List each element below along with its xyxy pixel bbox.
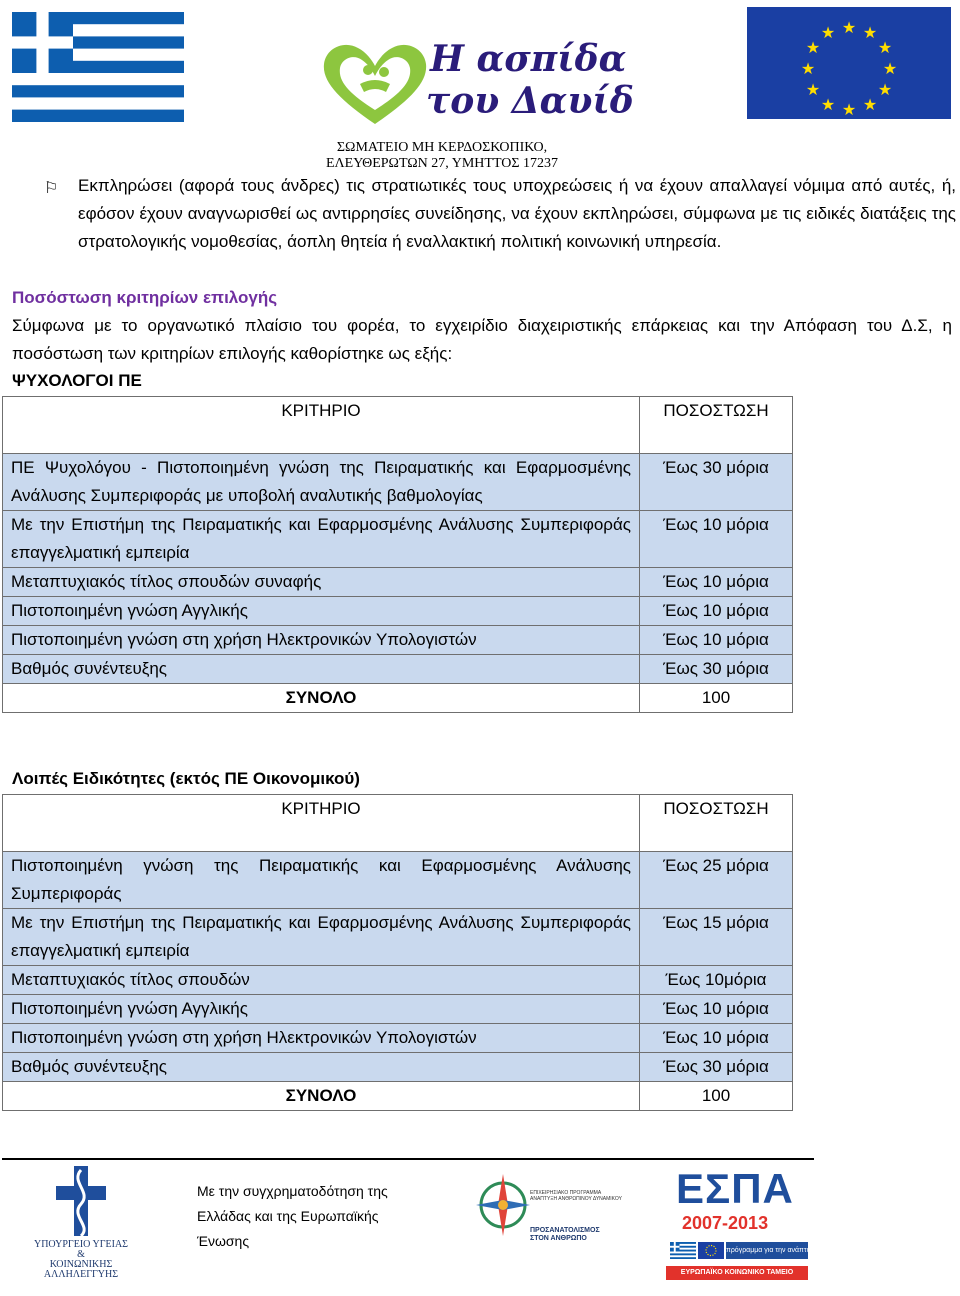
svg-text:★: ★ bbox=[800, 61, 816, 78]
svg-text:★: ★ bbox=[841, 20, 857, 37]
points-cell: Έως 10μόρια bbox=[640, 966, 793, 995]
criterion-cell: Πιστοποιημένη γνώση της Πειραματικής και Εφαρμοσμένης Ανάλυσης Συμπεριφοράς bbox=[3, 852, 640, 909]
svg-text:★: ★ bbox=[805, 40, 821, 57]
eu-flag-icon bbox=[747, 7, 951, 119]
espa-logo bbox=[662, 1165, 818, 1292]
svg-text:★: ★ bbox=[862, 97, 878, 114]
espa-title: ΕΣΠΑ bbox=[676, 1165, 794, 1212]
ministry-line1: ΥΠΟΥΡΓΕΙΟ ΥΓΕΙΑΣ bbox=[33, 1239, 128, 1250]
table-row bbox=[3, 597, 793, 626]
table-row bbox=[3, 852, 793, 909]
table-row bbox=[3, 909, 793, 966]
table-header-row bbox=[3, 397, 793, 454]
svg-text:★: ★ bbox=[877, 40, 893, 57]
section-text: Σύμφωνα με το οργανωτικό πλαίσιο του φορέα, το εγχειρίδιο διαχειριστικής επάρκειας και την Απόφαση του Δ.Σ, η ποσόστωση των κριτηρίων επιλογής καθορίστηκε ως εξής: bbox=[12, 316, 952, 363]
ministry-line3: ΚΟΙΝΩΝΙΚΗΣ ΑΛΛΗΛΕΓΓΥΗΣ bbox=[43, 1259, 119, 1280]
col-points-header: ΠΟΣΟΣΤΩΣΗ bbox=[640, 397, 793, 454]
table-row bbox=[3, 454, 793, 511]
org-address-line1: ΣΩΜΑΤΕΙΟ ΜΗ ΚΕΡΔΟΣΚΟΠΙΚΟ, bbox=[336, 140, 548, 155]
points-cell: Έως 15 μόρια bbox=[640, 909, 793, 966]
espa-slogan: πρόγραμμα για την ανάπτυξη bbox=[726, 1242, 808, 1259]
points-cell: Έως 30 μόρια bbox=[640, 454, 793, 511]
table-row bbox=[3, 1053, 793, 1082]
criterion-cell: ΠΕ Ψυχολόγου - Πιστοποιημένη γνώση της Πειραματικής και Εφαρμοσμένης Ανάλυσης Συμπεριφοράς με υποβολή αναλυτικής βαθμολογίας bbox=[3, 454, 640, 511]
eu-flag-small-icon bbox=[698, 1242, 724, 1259]
espa-fund: ΕΥΡΩΠΑΪΚΟ ΚΟΙΝΩΝΙΚΟ ΤΑΜΕΙΟ bbox=[666, 1266, 808, 1280]
table-row bbox=[3, 568, 793, 597]
greek-flag-small-icon bbox=[670, 1242, 696, 1259]
points-cell: Έως 30 μόρια bbox=[640, 655, 793, 684]
svg-text:★: ★ bbox=[805, 82, 821, 99]
total-value: 100 bbox=[640, 684, 793, 713]
criterion-cell: Με την Επιστήμη της Πειραματικής και Εφαρμοσμένης Ανάλυσης Συμπεριφοράς επαγγελματική εμπειρία bbox=[3, 909, 640, 966]
epan-sublabel bbox=[530, 1227, 600, 1243]
table-row bbox=[3, 995, 793, 1024]
points-cell: Έως 10 μόρια bbox=[640, 597, 793, 626]
cofund-line2: Ελλάδας και της Ευρωπαϊκής bbox=[197, 1208, 379, 1224]
svg-text:★: ★ bbox=[820, 25, 836, 42]
compass-logo-icon bbox=[474, 1168, 532, 1242]
points-cell: Έως 10 μόρια bbox=[640, 568, 793, 597]
ministry-label bbox=[18, 1240, 144, 1280]
points-cell: Έως 10 μόρια bbox=[640, 511, 793, 568]
logo-text-line2: του Δαυίδ bbox=[426, 80, 634, 122]
col-criterion-header: ΚΡΙΤΗΡΙΟ bbox=[3, 795, 640, 852]
table2-title: Λοιπές Ειδικότητες (εκτός ΠΕ Οικονομικού) bbox=[12, 769, 360, 788]
table-row bbox=[3, 1024, 793, 1053]
svg-text:★: ★ bbox=[841, 102, 857, 119]
other-specialties-criteria-table bbox=[2, 794, 793, 1111]
points-cell: Έως 10 μόρια bbox=[640, 1024, 793, 1053]
col-points-header: ΠΟΣΟΣΤΩΣΗ bbox=[640, 795, 793, 852]
total-label: ΣΥΝΟΛΟ bbox=[3, 684, 640, 713]
total-value: 100 bbox=[640, 1082, 793, 1111]
criterion-cell: Βαθμός συνέντευξης bbox=[3, 655, 640, 684]
bullet-icon: ⚐ bbox=[44, 180, 59, 197]
section-heading: Ποσόστωση κριτηρίων επιλογής bbox=[12, 288, 278, 307]
epan-label bbox=[530, 1190, 622, 1202]
svg-text:★: ★ bbox=[862, 25, 878, 42]
criterion-cell: Πιστοποιημένη γνώση στη χρήση Ηλεκτρονικών Υπολογιστών bbox=[3, 626, 640, 655]
table1-title: ΨΥΧΟΛΟΓΟΙ ΠΕ bbox=[12, 371, 142, 390]
total-label: ΣΥΝΟΛΟ bbox=[3, 1082, 640, 1111]
psychologists-criteria-table bbox=[2, 396, 793, 713]
table-header-row bbox=[3, 795, 793, 852]
table-total-row bbox=[3, 1082, 793, 1111]
espa-years: 2007-2013 bbox=[682, 1213, 769, 1233]
svg-text:★: ★ bbox=[820, 97, 836, 114]
criterion-cell: Βαθμός συνέντευξης bbox=[3, 1053, 640, 1082]
table-row bbox=[3, 511, 793, 568]
cofund-line1: Με την συγχρηματοδότηση της bbox=[197, 1183, 388, 1199]
points-cell: Έως 10 μόρια bbox=[640, 626, 793, 655]
criterion-cell: Μεταπτυχιακός τίτλος σπουδών bbox=[3, 966, 640, 995]
table-row bbox=[3, 655, 793, 684]
points-cell: Έως 10 μόρια bbox=[640, 995, 793, 1024]
epan-line1: ΕΠΙΧΕΙΡΗΣΙΑΚΟ ΠΡΟΓΡΑΜΜΑ bbox=[530, 1190, 602, 1196]
epan-line4: ΣΤΟΝ ΑΝΘΡΩΠΟ bbox=[530, 1235, 587, 1242]
table-total-row bbox=[3, 684, 793, 713]
table-row bbox=[3, 966, 793, 995]
greek-flag-icon bbox=[12, 12, 184, 122]
epan-line3: ΠΡΟΣΑΝΑΤΟΛΙΣΜΟΣ bbox=[530, 1227, 600, 1234]
table-row bbox=[3, 626, 793, 655]
logo-text-line1: Η ασπίδα bbox=[430, 38, 627, 80]
svg-text:★: ★ bbox=[877, 82, 893, 99]
criterion-cell: Πιστοποιημένη γνώση στη χρήση Ηλεκτρονικών Υπολογιστών bbox=[3, 1024, 640, 1053]
ministry-emblem-icon bbox=[52, 1164, 110, 1238]
svg-text:★: ★ bbox=[882, 61, 898, 78]
col-criterion-header: ΚΡΙΤΗΡΙΟ bbox=[3, 397, 640, 454]
criterion-cell: Μεταπτυχιακός τίτλος σπουδών συναφής bbox=[3, 568, 640, 597]
footer-divider bbox=[2, 1158, 814, 1160]
cofund-line3: Ένωσης bbox=[197, 1233, 250, 1249]
epan-line2: ΑΝΑΠΤΥΞΗ ΑΝΘΡΩΠΙΝΟΥ ΔΥΝΑΜΙΚΟΥ bbox=[530, 1196, 622, 1202]
org-address-line2: ΕΛΕΥΘΕΡΩΤΩΝ 27, ΥΜΗΤΤΟΣ 17237 bbox=[325, 156, 559, 171]
criterion-cell: Με την Επιστήμη της Πειραματικής και Εφαρμοσμένης Ανάλυσης Συμπεριφοράς επαγγελματική εμπειρία bbox=[3, 511, 640, 568]
intro-bullet-text: Εκπληρώσει (αφορά τους άνδρες) τις στρατιωτικές τους υποχρεώσεις ή να έχουν απαλλαγεί νόμιμα από αυτές, ή, εφόσον έχουν αναγνωρισθεί ως αντιρρησίες συνείδησης, να έχουν εκπληρώσει, σύμφωνα με τις ειδικές διατάξεις της στρατολογικής νομοθεσίας, άοπλη θητεία ή εναλλακτική πολιτική κοινωνική υπηρεσία. bbox=[78, 176, 956, 251]
ministry-line2: & bbox=[77, 1249, 85, 1260]
points-cell: Έως 30 μόρια bbox=[640, 1053, 793, 1082]
criterion-cell: Πιστοποιημένη γνώση Αγγλικής bbox=[3, 995, 640, 1024]
points-cell: Έως 25 μόρια bbox=[640, 852, 793, 909]
criterion-cell: Πιστοποιημένη γνώση Αγγλικής bbox=[3, 597, 640, 626]
logo-heart-icon bbox=[320, 40, 430, 128]
